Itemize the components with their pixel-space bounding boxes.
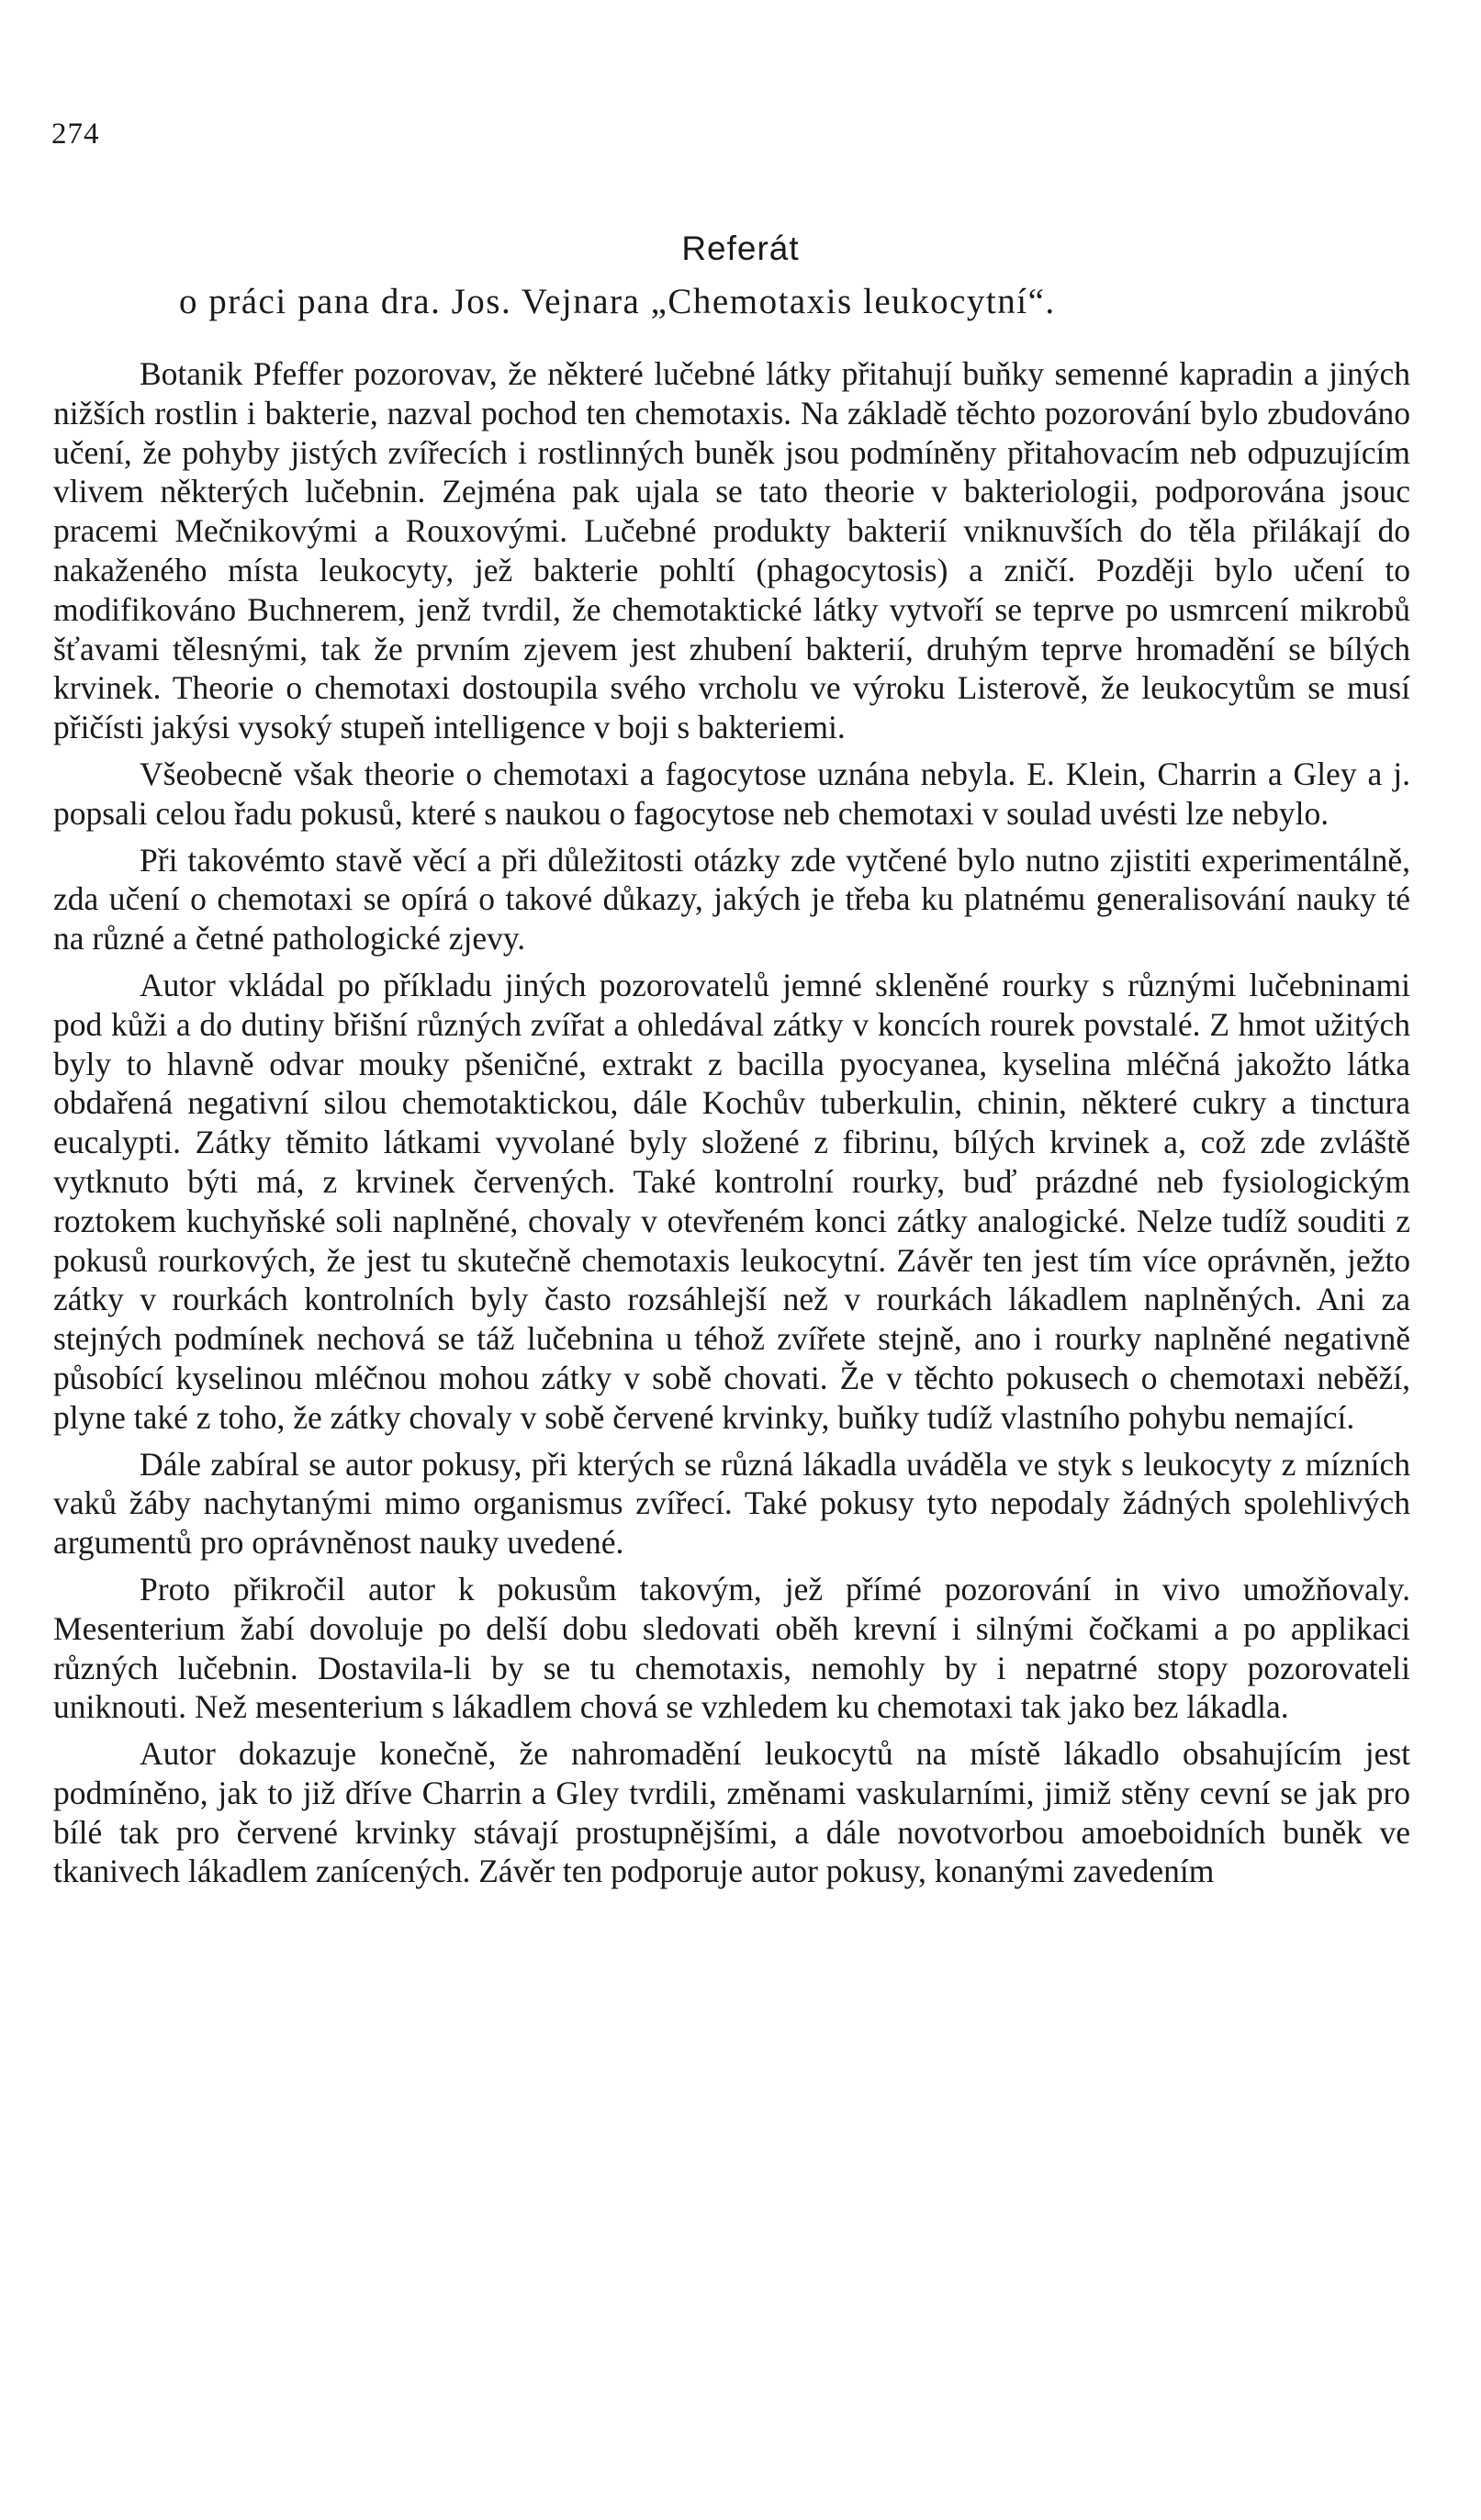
paragraph: Botanik Pfeffer pozorovav, že některé lučebné látky přitahují buňky semenné kapradin a jiných nižších rostlin i bakterie, nazval pochod ten chemotaxis. Na základě těchto pozorování bylo zbudováno učení, že pohyby jistých zvířecích i rostlinných buněk jsou podmíněny přitahovacím neb odpuzujícím vlivem některých lučebnin. Zejména pak ujala se tato theorie v bakteriologii, podporována jsouc pracemi Mečnikovými a Rouxovými. Lučebné produkty bakterií vniknuvších do těla přilákají do nakaženého místa leukocyty, jež bakterie pohltí (phagocytosis) a zničí. Později bylo učení to modifikováno Buchnerem, jenž tvrdil, že chemotaktické látky vytvoří se teprve po usmrcení mikrobů šťavami tělesnými, tak že prvním zjevem jest zhubení bakterií, druhým teprve hromadění se bílých krvinek. Theorie o chemotaxi dostoupila svého vrcholu ve výroku Listerově, že leukocytům se musí přičísti jakýsi vysoký stupeň intelligence v boji s bakteriemi. <box>53 355 1410 746</box>
paragraph: Při takovémto stavě věcí a při důležitosti otázky zde vytčené bylo nutno zjistiti experimentálně, zda učení o chemotaxi se opírá o takové důkazy, jakých je třeba ku platnému generalisování nauky té na různé a četné pathologické zjevy. <box>53 841 1410 958</box>
page-subtitle: o práci pana dra. Jos. Vejnara „Chemotaxis leukocytní“. <box>179 282 1056 321</box>
paragraph: Autor vkládal po příkladu jiných pozorovatelů jemné skleněné rourky s různými lučebninami pod kůži a do dutiny břišní různých zvířat a ohledával zátky v koncích rourek povstalé. Z hmot užitých byly to hlavně odvar mouky pšeničné, extrakt z bacilla pyocyanea, kyselina mléčná jakožto látka obdařená negativní silou chemotaktickou, dále Kochův tuberkulin, chinin, některé cukry a tinctura eucalypti. Zátky těmito látkami vyvolané byly složené z fibrinu, bílých krvinek a, což zde zvláště vytknuto býti má, z krvinek červených. Také kontrolní rourky, buď prázdné neb fysiologickým roztokem kuchyňské soli naplněné, chovaly v otevřeném konci zátky analogické. Nelze tudíž souditi z pokusů rourkových, že jest tu skutečně chemotaxis leukocytní. Závěr ten jest tím více oprávněn, ježto zátky v rourkách kontrolních byly často rozsáhlejší než v rourkách lákadlem naplněných. Ani za stejných podmínek nechová se táž lučebnina u téhož zvířete stejně, ano i rourky naplněné negativně působící kyselinou mléčnou mohou zátky v sobě chovati. Že v těchto pokusech o chemotaxi neběží, plyne také z toho, že zátky chovaly v sobě červené krvinky, buňky tudíž vlastního pohybu nemající. <box>53 966 1410 1436</box>
paragraph: Autor dokazuje konečně, že nahromadění leukocytů na místě lákadlo obsahujícím jest podmíněno, jak to již dříve Charrin a Gley tvrdili, změnami vaskularními, jimiž stěny cevní se jak pro bílé tak pro červené krvinky stávají prostupnějšími, a dále novotvorbou amoeboidních buněk ve tkanivech lákadlem zanícených. Závěr ten podporuje autor pokusy, konanými zavedením <box>53 1735 1410 1890</box>
page-title: Referát <box>681 230 800 267</box>
article-body <box>53 354 1410 1898</box>
page-number: 274 <box>51 118 100 151</box>
paragraph: Dále zabíral se autor pokusy, při kterých se různá lákadla uváděla ve styk s leukocyty z mízních vaků žáby nachytanými mimo organismus zvířecí. Také pokusy tyto nepodaly žádných spolehlivých argumentů pro oprávněnost nauky uvedené. <box>53 1445 1410 1562</box>
paragraph: Proto přikročil autor k pokusům takovým, jež přímé pozorování in vivo umožňovaly. Mesenterium žabí dovoluje po delší dobu sledovati oběh krevní i silnými čočkami a po applikaci různých lučebnin. Dostavila-li by se tu chemotaxis, nemohly by i nepatrné stopy pozorovateli uniknouti. Než mesenterium s lákadlem chová se vzhledem ku chemotaxi tak jako bez lákadla. <box>53 1570 1410 1726</box>
paragraph: Všeobecně však theorie o chemotaxi a fagocytose uznána nebyla. E. Klein, Charrin a Gley a j. popsali celou řadu pokusů, které s naukou o fagocytose neb chemotaxi v soulad uvésti lze nebylo. <box>53 755 1410 832</box>
